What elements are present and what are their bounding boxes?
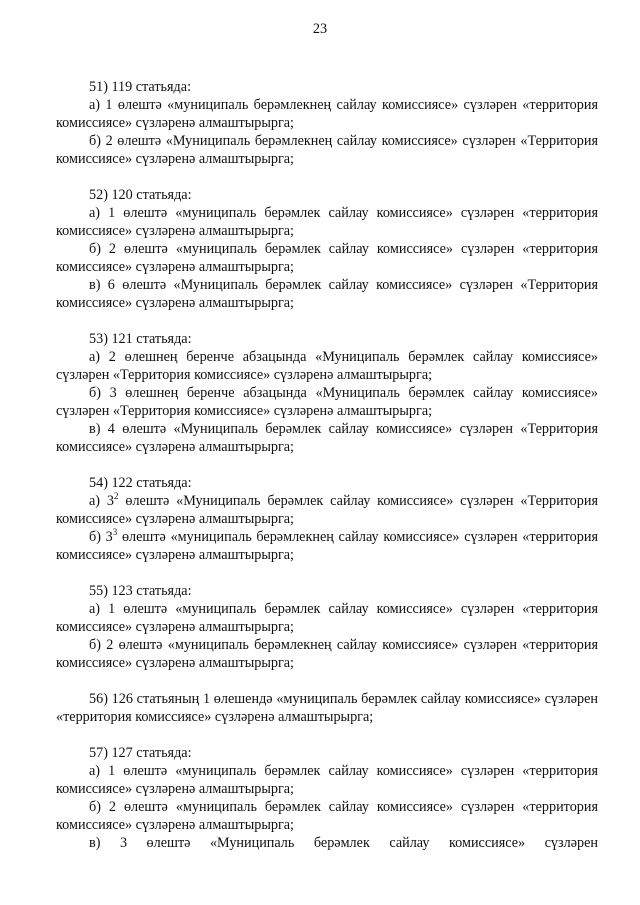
list-item: б) 2 өлештә «муниципаль берәмлек сайлау комиссиясе» сүзләрен «территория комиссиясе» сүзләренә алмаштырырга; bbox=[56, 241, 598, 275]
item-prefix: б) 3 bbox=[89, 529, 113, 545]
list-item: а) 1 өлештә «муниципаль берәмлекнең сайлау комиссиясе» сүзләрен «территория комиссиясе» сүзләренә алмаштырырга; bbox=[56, 97, 598, 131]
section-55 bbox=[56, 582, 598, 672]
section-heading: 54) 122 статьяда: bbox=[89, 475, 192, 491]
list-item: в) 4 өлештә «Муниципаль берәмлек сайлау комиссиясе» сүзләрен «Территория комиссиясе» сүзләренә алмаштырырга; bbox=[56, 421, 598, 455]
section-51 bbox=[56, 78, 598, 168]
section-heading: 53) 121 статьяда: bbox=[89, 331, 192, 347]
section-heading: 51) 119 статьяда: bbox=[89, 79, 192, 95]
item-prefix: а) 3 bbox=[89, 493, 114, 509]
list-item: в) 3 өлештә «Муниципаль берәмлек сайлау комиссиясе» сүзләрен bbox=[89, 835, 598, 851]
list-item bbox=[56, 528, 598, 564]
document-body bbox=[56, 78, 598, 852]
section-57 bbox=[56, 744, 598, 852]
section-heading: 52) 120 статьяда: bbox=[89, 187, 192, 203]
superscript: 2 bbox=[113, 491, 119, 501]
section-53 bbox=[56, 330, 598, 456]
list-item: а) 2 өлешнең беренче абзацында «Муниципаль берәмлек сайлау комиссиясе» сүзләрен «Территория комиссиясе» сүзләренә алмаштырырга; bbox=[56, 349, 598, 383]
list-item: в) 6 өлештә «Муниципаль берәмлек сайлау комиссиясе» сүзләрен «Территория комиссиясе» сүзләренә алмаштырырга; bbox=[56, 277, 598, 311]
list-item: б) 2 өлештә «Муниципаль берәмлекнең сайлау комиссиясе» сүзләрен «Территория комиссиясе» сүзләренә алмаштырырга; bbox=[56, 133, 598, 167]
section-heading: 57) 127 статьяда: bbox=[89, 745, 192, 761]
superscript: 3 bbox=[112, 527, 118, 537]
list-item: а) 1 өлештә «муниципаль берәмлек сайлау комиссиясе» сүзләрен «территория комиссиясе» сүзләренә алмаштырырга; bbox=[56, 763, 598, 797]
section-56 bbox=[56, 690, 598, 726]
section-heading: 55) 123 статьяда: bbox=[89, 583, 192, 599]
list-item: а) 1 өлештә «муниципаль берәмлек сайлау комиссиясе» сүзләрен «территория комиссиясе» сүзләренә алмаштырырга; bbox=[56, 205, 598, 239]
section-52 bbox=[56, 186, 598, 312]
item-text: өлештә «муниципаль берәмлекнең сайлау комиссиясе» сүзләрен «территория комиссиясе» сүзләренә алмаштырырга; bbox=[56, 529, 598, 563]
list-item: 56) 126 статьяның 1 өлешендә «муниципаль берәмлек сайлау комиссиясе» сүзләрен «территория комиссиясе» сүзләренә алмаштырырга; bbox=[56, 691, 598, 725]
item-text: өлештә «Муниципаль берәмлек сайлау комиссиясе» сүзләрен «Территория комиссиясе» сүзләренә алмаштырырга; bbox=[56, 493, 598, 527]
list-item: а) 1 өлештә «муниципаль берәмлек сайлау комиссиясе» сүзләрен «территория комиссиясе» сүзләренә алмаштырырга; bbox=[56, 601, 598, 635]
list-item: б) 2 өлештә «муниципаль берәмлекнең сайлау комиссиясе» сүзләрен «территория комиссиясе» сүзләренә алмаштырырга; bbox=[56, 637, 598, 671]
page-number: 23 bbox=[312, 21, 328, 37]
list-item: б) 3 өлешнең беренче абзацында «Муниципаль берәмлек сайлау комиссиясе» сүзләрен «Территория комиссиясе» сүзләренә алмаштырырга; bbox=[56, 385, 598, 419]
list-item bbox=[56, 492, 598, 528]
section-54 bbox=[56, 474, 598, 564]
list-item: б) 2 өлештә «муниципаль берәмлек сайлау комиссиясе» сүзләрен «территория комиссиясе» сүзләренә алмаштырырга; bbox=[56, 799, 598, 833]
